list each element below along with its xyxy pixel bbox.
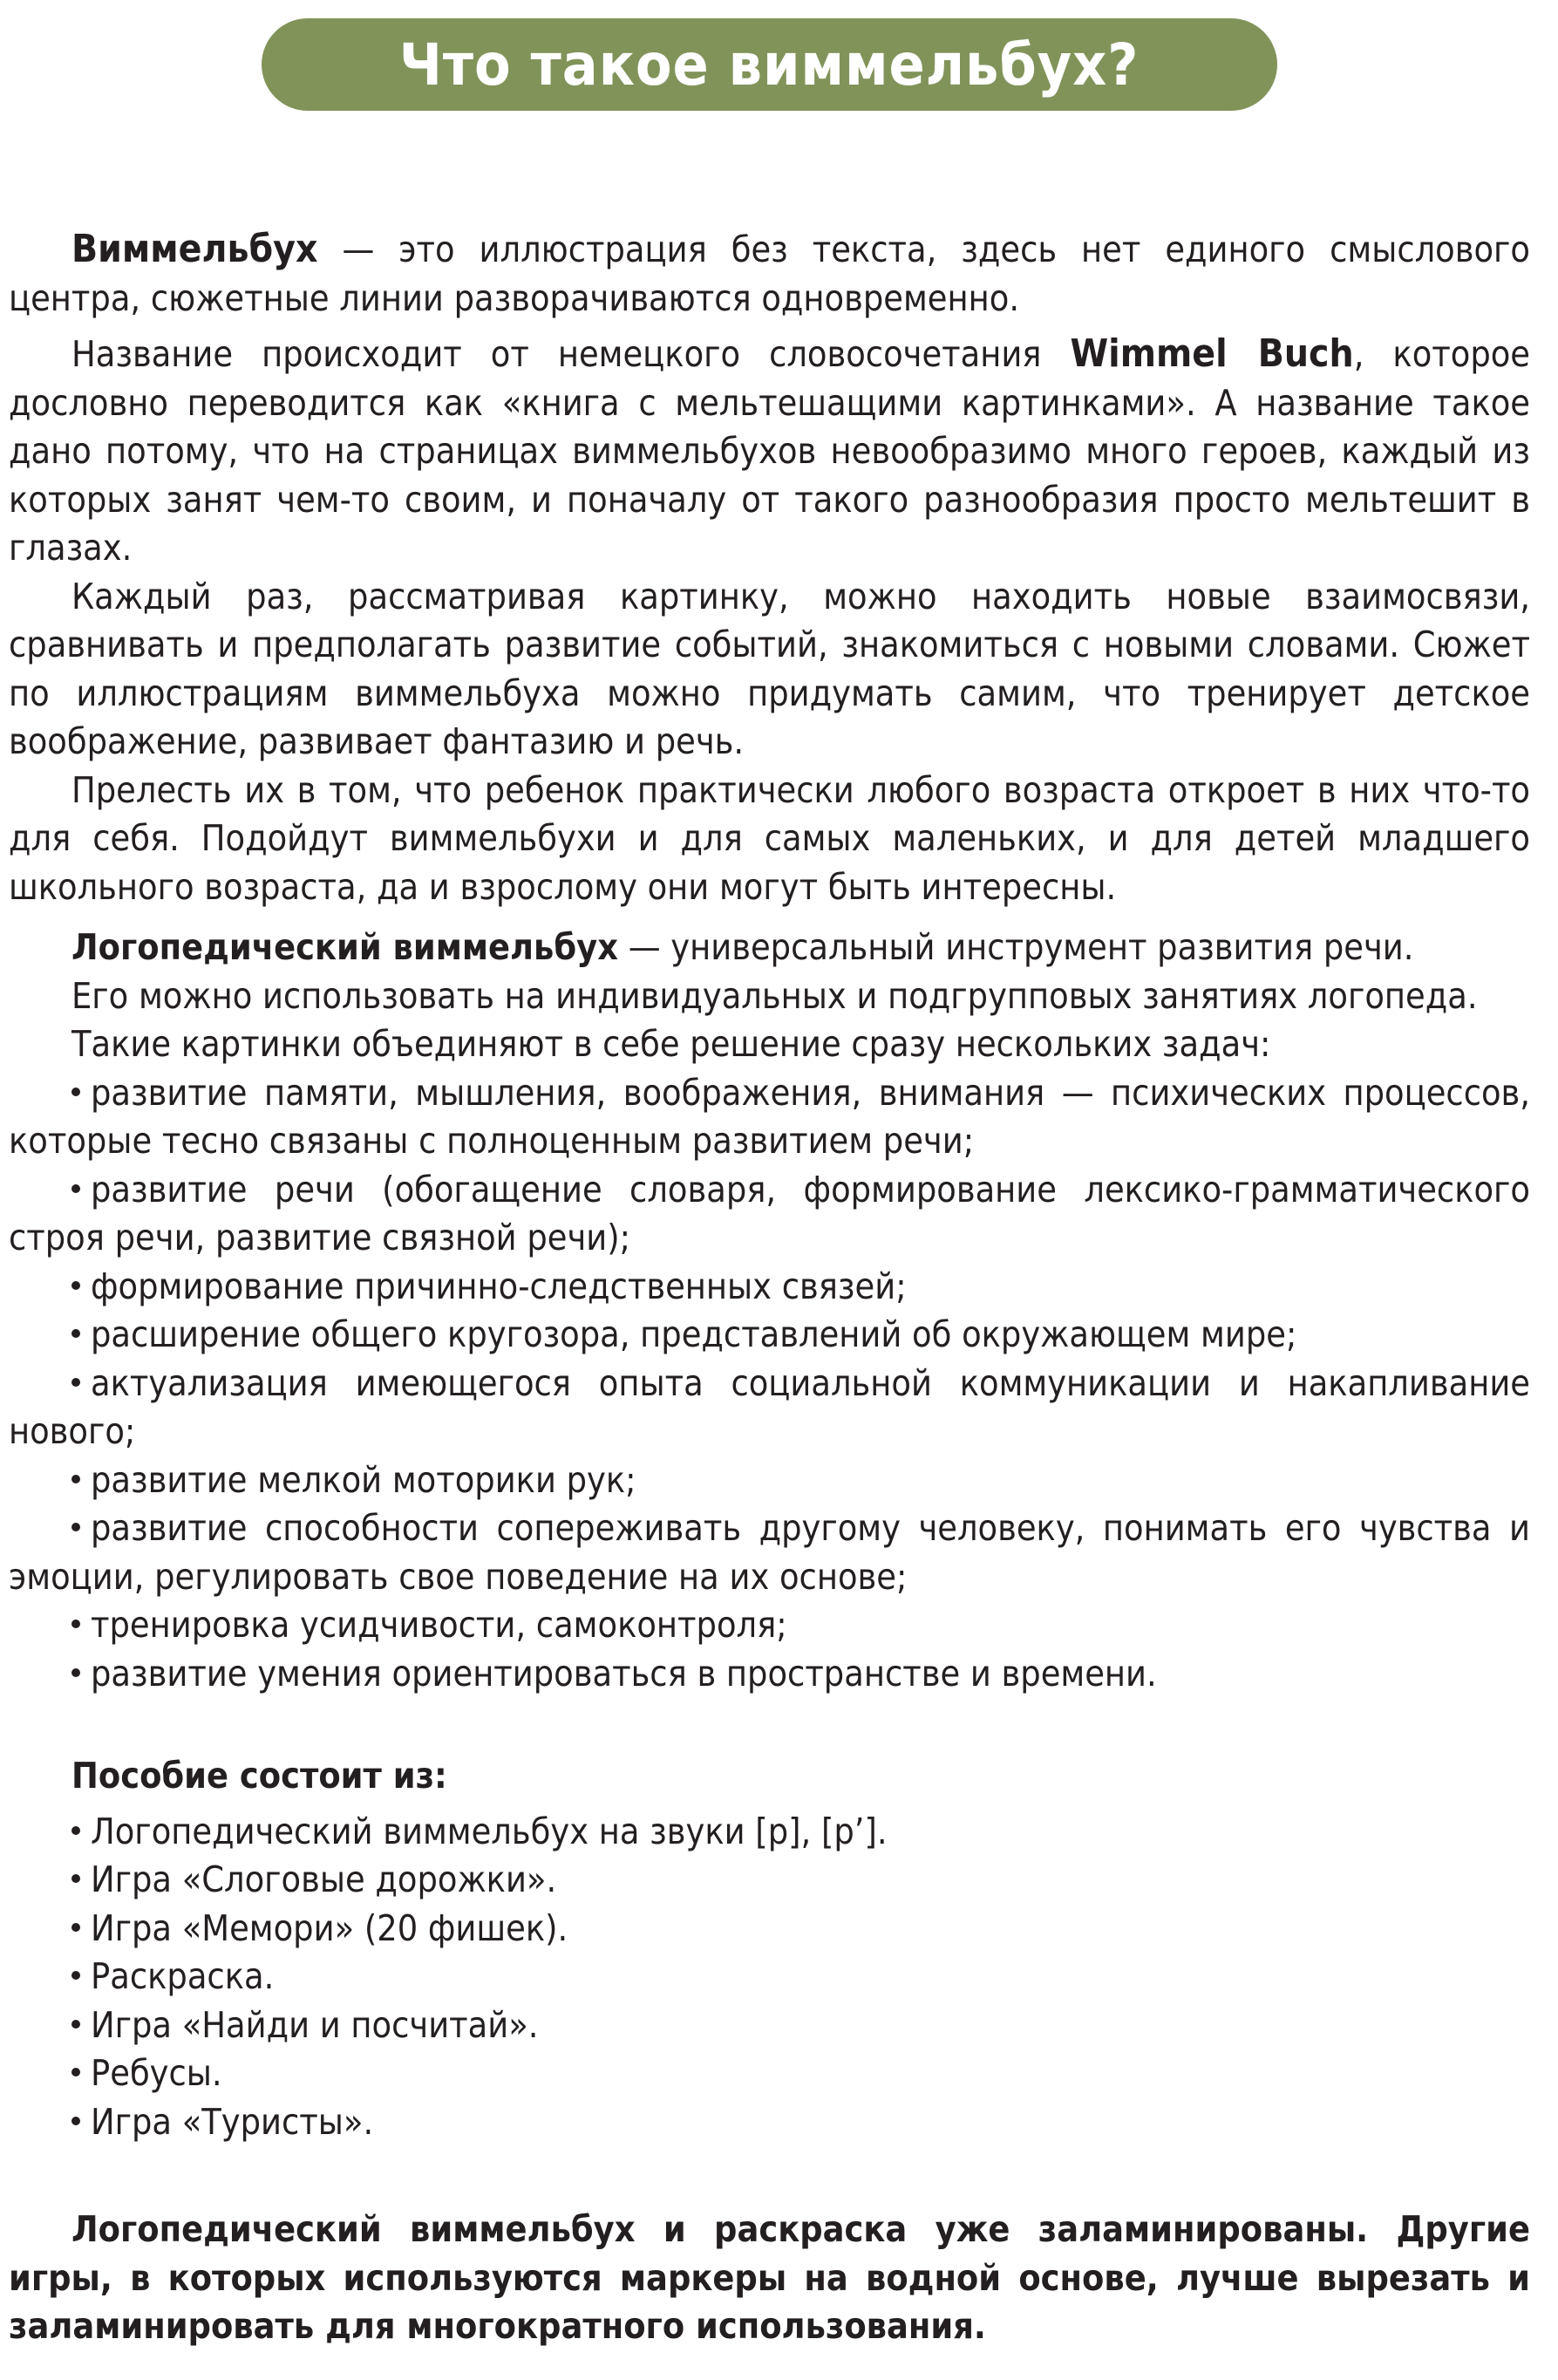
list-item-text: формирование причинно-следственных связей; — [91, 1265, 907, 1307]
intro-paragraph-1-text: — это иллюстрация без текста, здесь нет единого смыслового центра, сюжетные линии разворачиваются одновременно. — [9, 228, 1530, 319]
bullet-icon — [71, 1620, 80, 1628]
list-item — [9, 2098, 1530, 2147]
list-item — [9, 1456, 1530, 1505]
bullet-icon — [71, 1668, 80, 1677]
bullet-icon — [71, 1971, 80, 1980]
list-item — [9, 1808, 1530, 1857]
bullet-icon — [71, 1475, 80, 1483]
contents-list — [9, 1808, 1530, 2147]
bullet-icon — [71, 1329, 80, 1338]
list-item-text: развитие способности сопереживать другому человеку, понимать его чувства и эмоции, регулировать свое поведение на их основе; — [9, 1507, 1530, 1598]
bullet-icon — [71, 1826, 80, 1835]
contents-heading: Пособие состоит из: — [71, 1755, 447, 1797]
logoped-paragraph-2: Его можно использовать на индивидуальных и подгрупповых занятиях логопеда. — [71, 974, 1478, 1017]
term-logoped-wimmelbuch: Логопедический виммельбух — [71, 926, 618, 968]
list-item — [9, 1601, 1530, 1650]
list-item-text: Игра «Мемори» (20 фишек). — [91, 1906, 568, 1949]
document-body — [9, 225, 1530, 2351]
list-item-text: тренировка усидчивости, самоконтроля; — [91, 1604, 787, 1646]
list-item-text: Игра «Найди и посчитай». — [91, 2003, 539, 2046]
list-item — [9, 1504, 1530, 1601]
list-item-text: развитие памяти, мышления, воображения, внимания — психических процессов, которые тесно связаны с полноценным развитием речи; — [9, 1071, 1530, 1162]
bullet-icon — [71, 1378, 80, 1387]
intro-paragraph-2-before: Название происходит от немецкого словосочетания — [71, 333, 1071, 375]
intro-paragraph-3: Каждый раз, рассматривая картинку, можно находить новые взаимосвязи, сравнивать и предполагать развитие событий, знакомиться с новыми словами. Сюжет по иллюстрациям виммельбуха можно придумать самим, что тренирует детское воображение, развивает фантазию и речь. — [9, 575, 1530, 762]
page-title: Что такое виммельбух? — [399, 31, 1140, 99]
list-item — [9, 1311, 1530, 1360]
list-item-text: Игра «Слоговые дорожки». — [91, 1858, 557, 1900]
list-item-text: развитие речи (обогащение словаря, формирование лексико-грамматического строя речи, развитие связной речи); — [9, 1168, 1530, 1258]
list-item — [9, 2002, 1530, 2050]
bullet-icon — [71, 1088, 80, 1096]
list-item-text: Ребусы. — [91, 2052, 222, 2094]
list-item — [9, 1360, 1530, 1456]
lamination-note: Логопедический виммельбух и раскраска уже заламинированы. Другие игры, в которых используются маркеры на водной основе, лучше вырезать и заламинировать для многократного использования. — [9, 2208, 1530, 2347]
list-item — [9, 1905, 1530, 1954]
bullet-icon — [71, 1874, 80, 1883]
list-item-text: расширение общего кругозора, представлений об окружающем мире; — [91, 1313, 1297, 1355]
list-item-text: Раскраска. — [91, 1955, 275, 1997]
tasks-list — [9, 1069, 1530, 1699]
logoped-paragraph-3: Такие картинки объединяют в себе решение сразу нескольких задач: — [71, 1023, 1271, 1065]
list-item — [9, 1856, 1530, 1905]
list-item — [9, 1650, 1530, 1699]
list-item — [9, 1166, 1530, 1263]
term-wimmelbuch: Виммельбух — [71, 227, 318, 271]
list-item-text: Игра «Туристы». — [91, 2100, 374, 2143]
intro-paragraph-2 — [9, 330, 1530, 573]
bullet-icon — [71, 1281, 80, 1290]
bullet-icon — [71, 2020, 80, 2029]
list-item-text: актуализация имеющегося опыта социальной коммуникации и накапливание нового; — [9, 1361, 1530, 1452]
list-item — [9, 1263, 1530, 1312]
title-banner — [262, 18, 1277, 111]
bullet-icon — [71, 2117, 80, 2125]
bullet-icon — [71, 1923, 80, 1932]
list-item-text: развитие умения ориентироваться в пространстве и времени. — [91, 1652, 1157, 1695]
intro-paragraph-1 — [9, 225, 1530, 323]
intro-paragraph-2-after: , которое дословно переводится как «книга с мельтешащими картинками». А название такое дано потому, что на страницах виммельбухов невообразимо много героев, каждый из которых занят чем-то своим, и поначалу от такого разнообразия просто мельтешит в глазах. — [9, 333, 1531, 569]
list-item-text: развитие мелкой моторики рук; — [91, 1458, 636, 1501]
list-item — [9, 1953, 1530, 2002]
intro-paragraph-4: Прелесть их в том, что ребенок практически любого возраста откроет в них что-то для себя. Подойдут виммельбухи и для самых маленьких, и для детей младшего школьного возраста, да и взрослому они могут быть интересны. — [9, 768, 1530, 908]
bullet-icon — [71, 1523, 80, 1531]
list-item — [9, 1069, 1530, 1166]
term-wimmel-buch: Wimmel Buch — [1070, 331, 1354, 376]
list-item-text: Логопедический виммельбух на звуки [р], [р’]. — [91, 1810, 888, 1852]
bullet-icon — [71, 1184, 80, 1193]
logoped-paragraph-1 — [9, 924, 1530, 972]
list-item — [9, 2049, 1530, 2098]
bullet-icon — [71, 2068, 80, 2077]
logoped-paragraph-1-text: — универсальный инструмент развития речи. — [617, 926, 1414, 968]
